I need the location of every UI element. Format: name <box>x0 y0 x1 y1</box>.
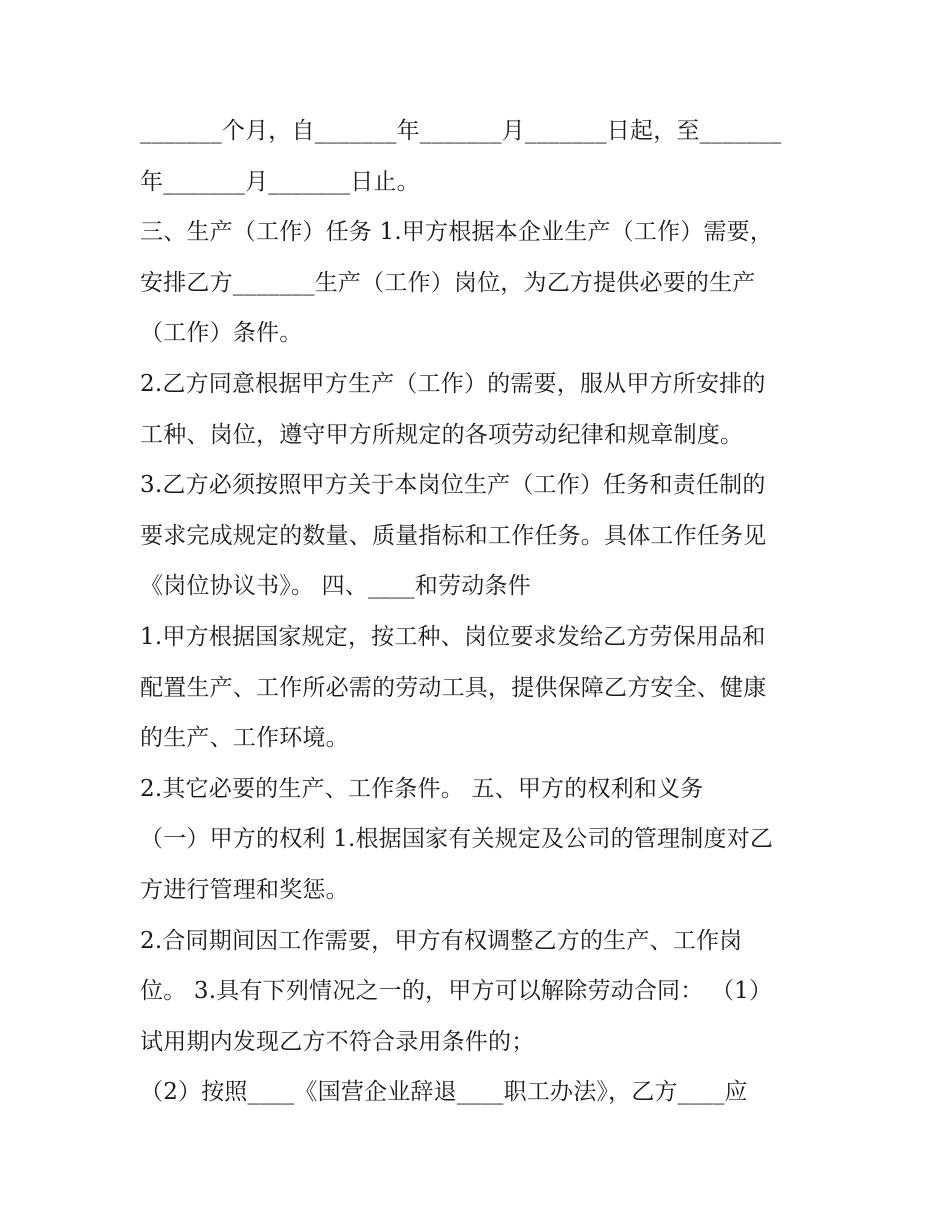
text-line: 年_______月_______日止。 <box>140 168 420 195</box>
text-line: 《岗位协议书》。 四、____和劳动条件 <box>140 573 531 600</box>
text-line: 的生产、工作环境。 <box>140 725 349 752</box>
text-line: 2.合同期间因工作需要，甲方有权调整乙方的生产、工作岗 <box>140 927 743 954</box>
text-line: _______个月，自_______年_______月_______日起，至_______ <box>140 118 782 144</box>
text-line: 安排乙方_______生产（工作）岗位，为乙方提供必要的生产 <box>140 269 756 296</box>
text-line: 位。 3.具有下列情况之一的，甲方可以解除劳动合同： （1） <box>140 978 773 1005</box>
text-line: 试用期内发现乙方不符合录用条件的； <box>140 1028 535 1055</box>
text-line: （一）甲方的权利 1.根据国家有关规定及公司的管理制度对乙 <box>140 826 774 853</box>
text-line: （工作）条件。 <box>140 320 303 347</box>
text-line: 1.甲方根据国家规定，按工种、岗位要求发给乙方劳保用品和 <box>140 623 766 650</box>
text-line: 2.乙方同意根据甲方生产（工作）的需要，服从甲方所安排的 <box>140 370 766 397</box>
text-line: （2）按照____《国营企业辞退____职工办法》，乙方____应 <box>140 1079 748 1106</box>
text-line: 要求完成规定的数量、质量指标和工作任务。具体工作任务见 <box>140 522 767 549</box>
document-body <box>140 106 820 1118</box>
text-line: 3.乙方必须按照甲方关于本岗位生产（工作）任务和责任制的 <box>140 472 766 499</box>
text-line: 配置生产、工作所必需的劳动工具，提供保障乙方安全、健康 <box>140 674 767 701</box>
text-line: 三、生产（工作）任务 1.甲方根据本企业生产（工作）需要， <box>140 219 774 246</box>
text-line: 工种、岗位，遵守甲方所规定的各项劳动纪律和规章制度。 <box>140 421 744 448</box>
text-line: 方进行管理和奖惩。 <box>140 876 349 903</box>
text-line: 2.其它必要的生产、工作条件。 五、甲方的权利和义务 <box>140 775 704 802</box>
